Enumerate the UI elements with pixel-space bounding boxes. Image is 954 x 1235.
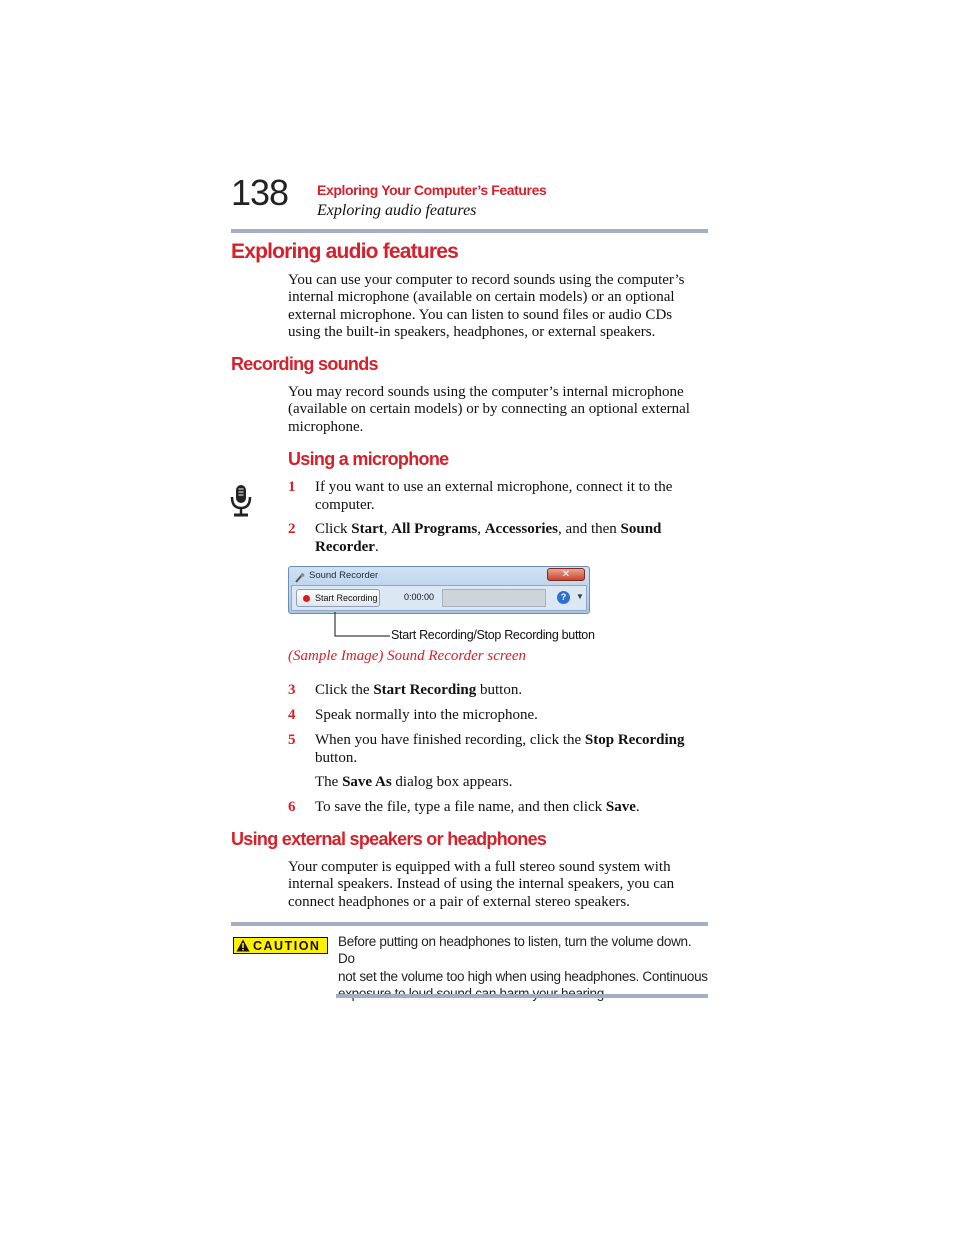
microphone-icon <box>230 484 252 523</box>
close-button[interactable]: ✕ <box>547 568 585 581</box>
step-text <box>315 732 710 767</box>
text-run: button. <box>315 749 358 766</box>
text-line: not set the volume too high when using headphones. Continuous <box>338 968 708 984</box>
recorder-toolbar <box>291 585 587 611</box>
warning-icon <box>236 939 250 957</box>
step-text <box>315 682 710 700</box>
text-run: To save the file, type a file name, and then click <box>315 799 606 815</box>
running-header-section: Exploring audio features <box>317 202 477 219</box>
window-title: Sound Recorder <box>309 570 379 581</box>
caution-bottom-rule <box>336 994 708 998</box>
text-run: button. <box>476 682 523 698</box>
callout-label: Start Recording/Stop Recording button <box>391 628 595 642</box>
microphone-icon <box>294 570 305 580</box>
text-run: , and then <box>558 521 621 537</box>
help-icon[interactable]: ? <box>557 591 570 604</box>
step-text: If you want to use an external microphone, connect it to the computer. <box>315 479 673 513</box>
recording-paragraph <box>288 384 713 436</box>
caution-label: CAUTION <box>253 939 321 953</box>
step-text <box>315 521 710 556</box>
bold-term: Start <box>351 521 384 537</box>
step-number: 5 <box>288 732 296 748</box>
record-icon <box>303 595 310 602</box>
header-rule <box>231 229 708 233</box>
step-text <box>315 799 710 817</box>
text-run: dialog box appears. <box>391 774 513 790</box>
text-line: Your computer is equipped with a full stereo sound system with <box>288 859 671 875</box>
intro-paragraph <box>288 272 708 341</box>
step-number: 4 <box>288 707 296 723</box>
bold-term: Stop Recording <box>584 732 685 748</box>
text-line: You may record sounds using the computer’s internal microphone <box>288 384 684 400</box>
start-recording-label: Start Recording <box>315 593 378 603</box>
step-note <box>315 774 710 792</box>
level-meter <box>442 589 546 607</box>
subsection-heading-microphone: Using a microphone <box>288 449 449 469</box>
speakers-paragraph <box>288 859 708 911</box>
sound-recorder-window <box>288 566 590 614</box>
caution-badge <box>233 937 328 954</box>
text-run: Click the <box>315 682 374 698</box>
step-number: 3 <box>288 682 296 698</box>
page-number: 138 <box>231 172 289 213</box>
text-run: , <box>477 521 485 537</box>
bold-term: Start Recording <box>373 682 477 698</box>
text-line: using the built-in speakers, headphones, or external speakers. <box>288 323 656 340</box>
text-run: . <box>374 538 379 555</box>
running-header-chapter: Exploring Your Computer’s Features <box>317 182 547 198</box>
text-line: Before putting on headphones to listen, turn the volume down. Do <box>338 934 692 967</box>
text-line: internal microphone (available on certain models) or an optional <box>288 289 675 306</box>
text-line: (available on certain models) or by connecting an optional external <box>288 401 690 418</box>
text-line: internal speakers. Instead of using the internal speakers, you can <box>288 876 675 893</box>
callout-line <box>334 612 394 643</box>
step-text: Speak normally into the microphone. <box>315 707 538 723</box>
elapsed-time: 0:00:00 <box>404 592 435 602</box>
figure-caption: (Sample Image) Sound Recorder screen <box>288 648 526 664</box>
step-number: 1 <box>288 479 296 495</box>
caution-top-rule <box>231 922 708 926</box>
text-run: When you have finished recording, click the <box>315 732 585 748</box>
chevron-down-icon[interactable]: ▼ <box>576 592 584 601</box>
step-number: 2 <box>288 521 296 537</box>
text-run: Click <box>315 521 352 537</box>
text-run: . <box>635 799 640 815</box>
bold-term: Sound Recorder <box>315 521 662 555</box>
bold-term: Save As <box>342 774 392 790</box>
text-run: The <box>315 774 343 790</box>
caution-text <box>338 933 708 1002</box>
step-number: 6 <box>288 799 296 815</box>
text-line: You can use your computer to record sounds using the computer’s <box>288 272 685 288</box>
section-heading-speakers: Using external speakers or headphones <box>231 829 547 849</box>
text-line: external microphone. You can listen to sound files or audio CDs <box>288 306 673 323</box>
start-recording-button[interactable] <box>296 589 380 607</box>
bold-term: Save <box>605 799 636 815</box>
bold-term: All Programs <box>391 521 478 537</box>
text-line: microphone. <box>288 418 364 435</box>
text-line: connect headphones or a pair of external stereo speakers. <box>288 893 630 910</box>
bold-term: Accessories <box>484 521 559 537</box>
section-heading-recording: Recording sounds <box>231 354 378 374</box>
page-title: Exploring audio features <box>231 240 459 263</box>
text-run: , <box>383 521 392 537</box>
